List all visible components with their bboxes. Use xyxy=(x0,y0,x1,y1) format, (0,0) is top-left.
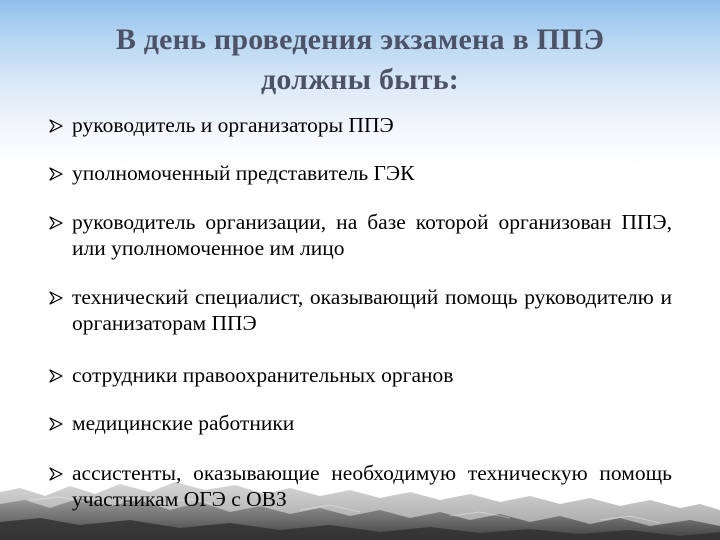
arrowhead-bullet-icon xyxy=(48,416,64,432)
list-item-text: ассистенты, оказывающие необходимую техническую помощь участникам ОГЭ с ОВЗ xyxy=(72,461,672,511)
arrowhead-bullet-icon xyxy=(48,368,64,384)
arrowhead-bullet-icon xyxy=(48,215,64,231)
list-item-text: уполномоченный представитель ГЭК xyxy=(72,161,415,185)
list-item-text: руководитель организации, на базе которой организован ППЭ, или уполномоченное им лицо xyxy=(72,210,672,260)
list-item-text: сотрудники правоохранительных органов xyxy=(72,363,454,387)
list-item-text: руководитель и организаторы ППЭ xyxy=(72,113,394,137)
list-item-text: технический специалист, оказывающий помощь руководителю и организаторам ППЭ xyxy=(72,285,672,335)
arrowhead-bullet-icon xyxy=(48,290,64,306)
list-item-text: медицинские работники xyxy=(72,411,295,435)
arrowhead-bullet-icon xyxy=(48,166,64,182)
arrowhead-bullet-icon xyxy=(48,118,64,134)
title-line-1: В день проведения экзамена в ППЭ xyxy=(115,23,605,56)
title-line-2: должны быть: xyxy=(261,63,459,96)
arrowhead-bullet-icon xyxy=(48,466,64,482)
